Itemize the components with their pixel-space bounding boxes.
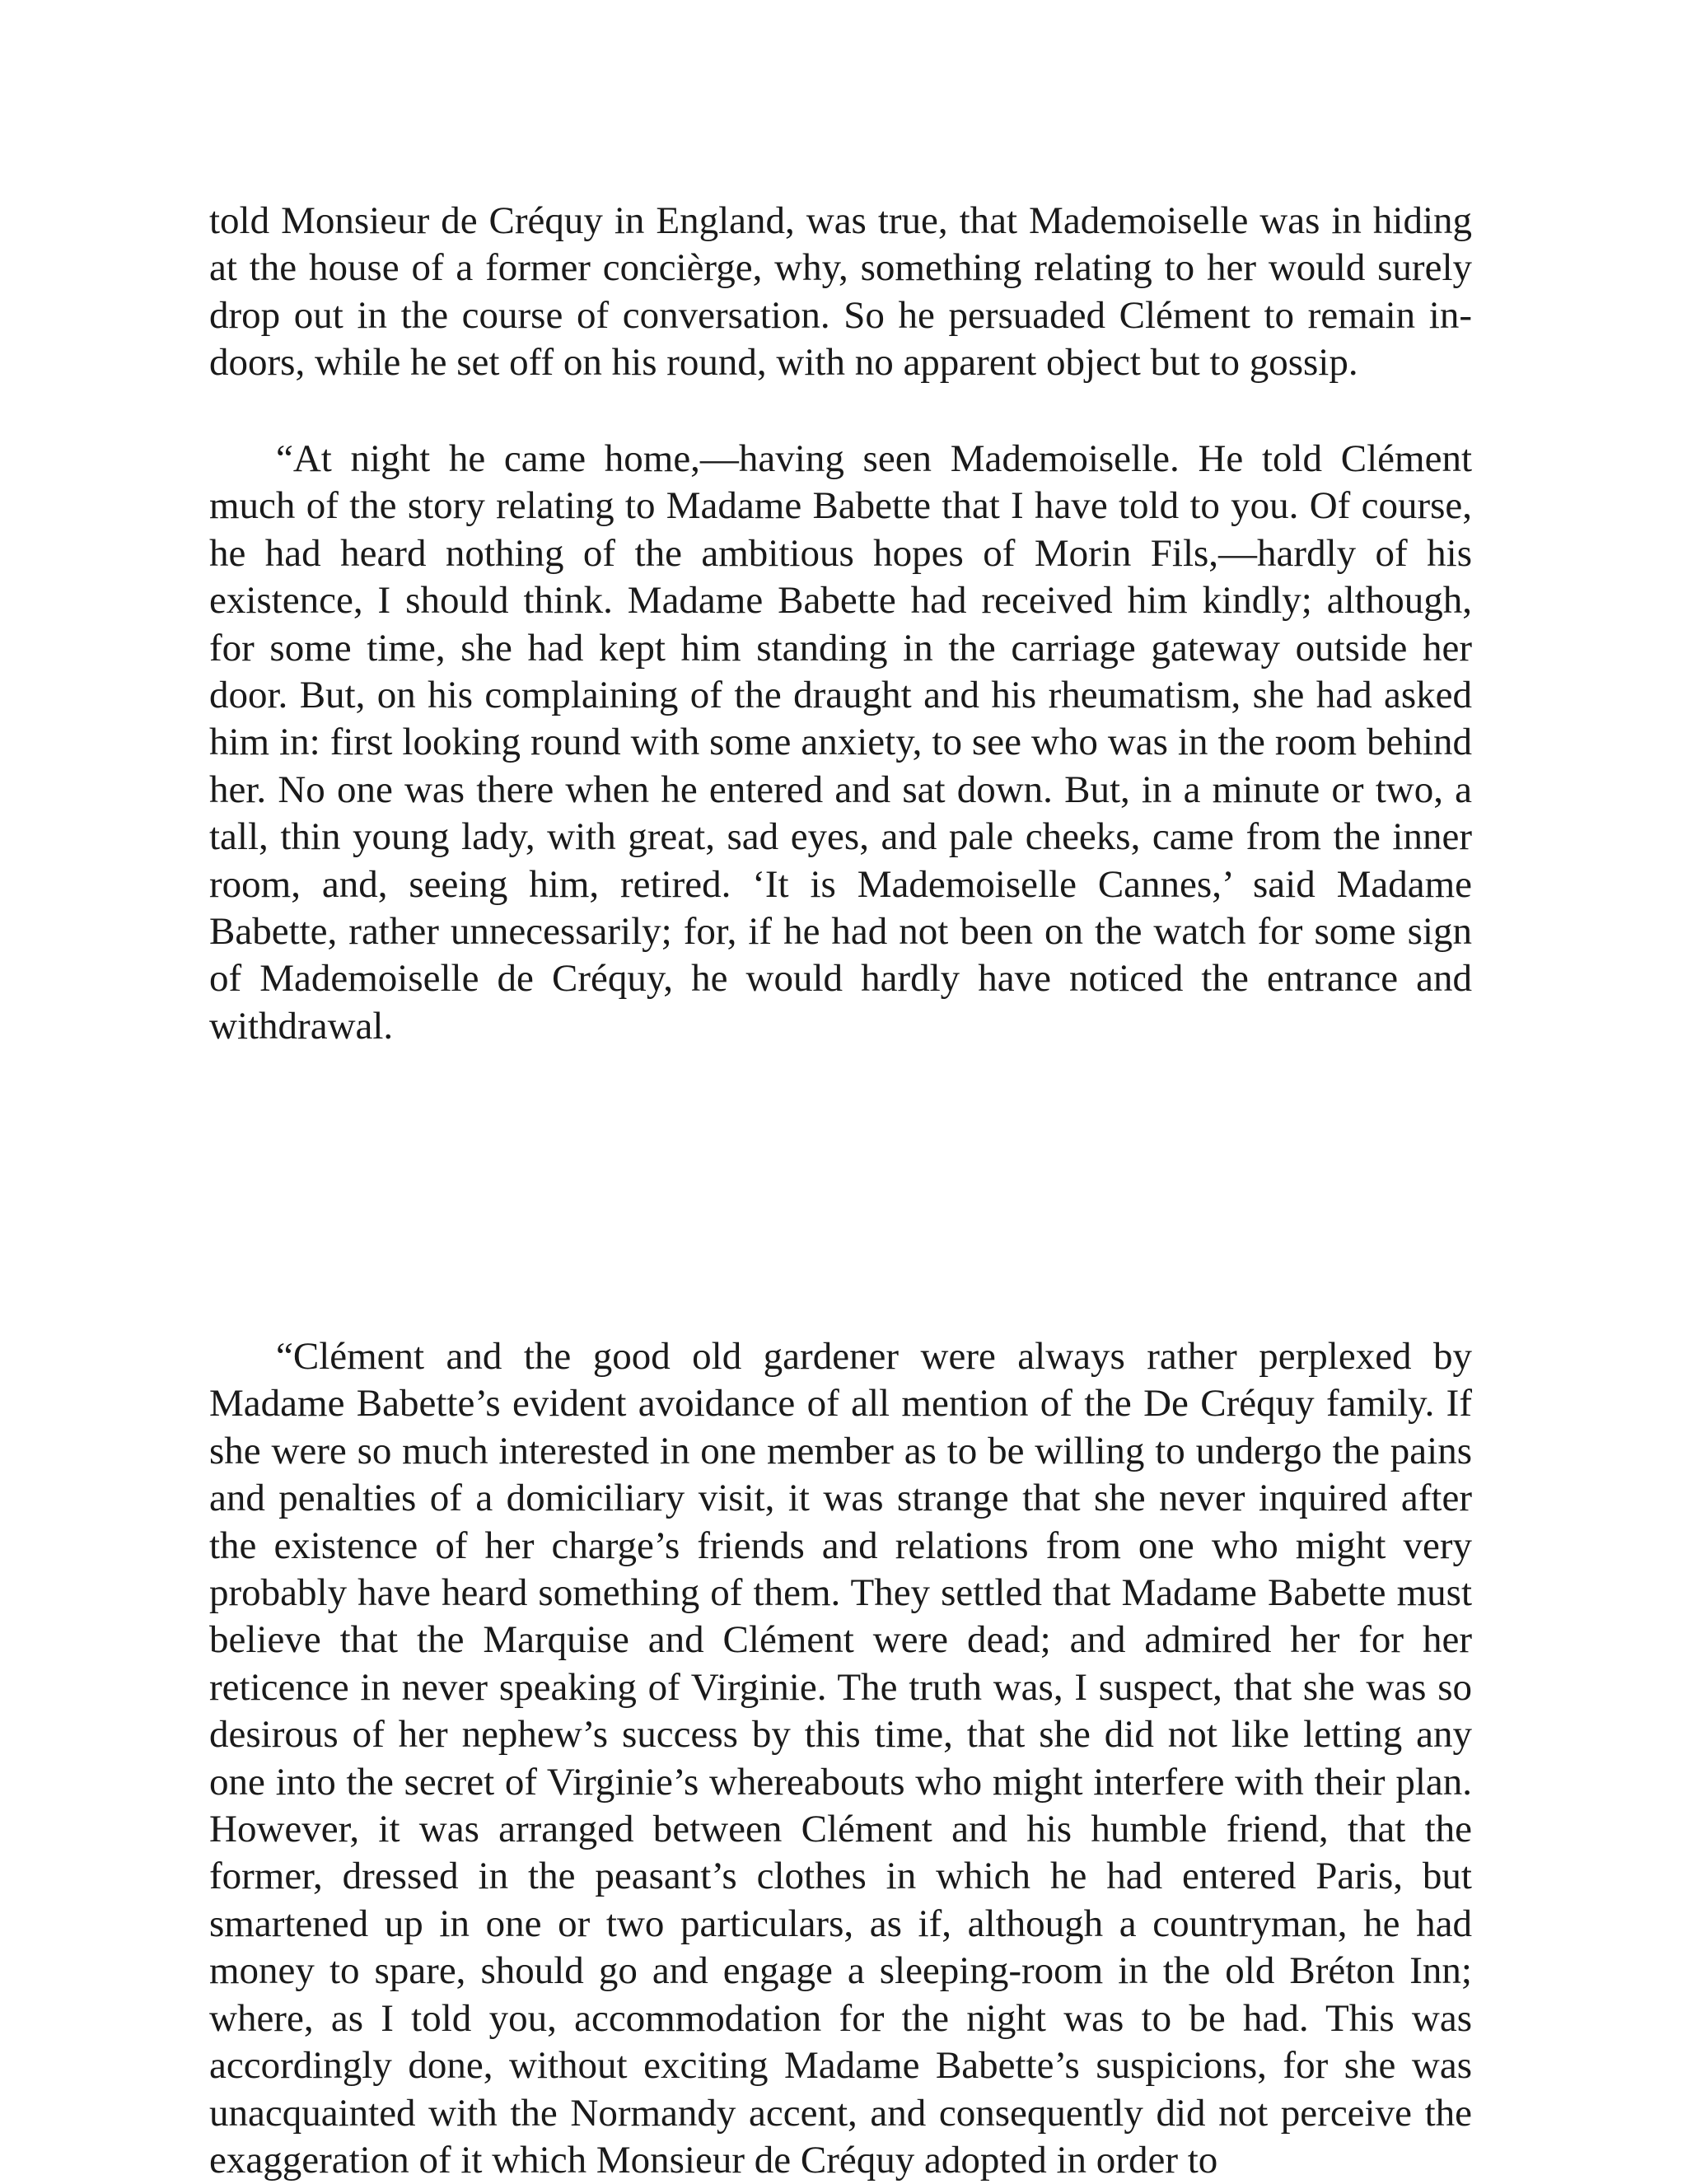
book-page <box>209 0 1472 2182</box>
paragraph-inn-plan: “Clément and the good old gardener were always rather perplexed by Madame Babette’s evident avoidance of all mention of the De Créquy family. If she were so much interested in one member as to be willing to undergo the pains and penalties of a domiciliary visit, it was strange that she never inquired after the existence of her charge’s friends and relations from one who might very probably have heard something of them. They settled that Madame Babette must believe that the Marquise and Clément were dead; and admired her for her reticence in never speaking of Virginie. The truth was, I suspect, that she was so desirous of her nephew’s success by this time, that she did not like letting any one into the secret of Virginie’s whereabouts who might interfere with their plan. However, it was arranged between Clément and his humble friend, that the former, dressed in the peasant’s clothes in which he had entered Paris, but smartened up in one or two particulars, as if, although a countryman, he had money to spare, should go and engage a sleeping-room in the old Bréton Inn; where, as I told you, accommodation for the night was to be had. This was accordingly done, without exciting Madame Babette’s suspicions, for she was unacquainted with the Normandy accent, and consequently did not perceive the exaggeration of it which Monsieur de Créquy adopted in order to <box>209 1335 1472 2182</box>
paragraph-continued: told Monsieur de Créquy in England, was true, that Mademoiselle was in hiding at the house of a former concièrge, why, something relating to her would surely drop out in the course of conversation. So he persuaded Clément to remain in-doors, while he set off on his round, with no apparent object but to gossip. <box>209 199 1472 385</box>
paragraph-night-return: “At night he came home,—having seen Mademoiselle. He told Clément much of the story relating to Madame Babette that I have told to you. Of course, he had heard nothing of the ambitious hopes of Morin Fils,—hardly of his existence, I should think. Madame Babette had received him kindly; although, for some time, she had kept him standing in the carriage gateway outside her door. But, on his complaining of the draught and his rheumatism, she had asked him in: first looking round with some anxiety, to see who was in the room behind her. No one was there when he entered and sat down. But, in a minute or two, a tall, thin young lady, with great, sad eyes, and pale cheeks, came from the inner room, and, seeing him, retired. ‘It is Mademoiselle Cannes,’ said Madame Babette, rather unnecessarily; for, if he had not been on the watch for some sign of Mademoiselle de Créquy, he would hardly have noticed the entrance and withdrawal. <box>209 437 1472 1048</box>
